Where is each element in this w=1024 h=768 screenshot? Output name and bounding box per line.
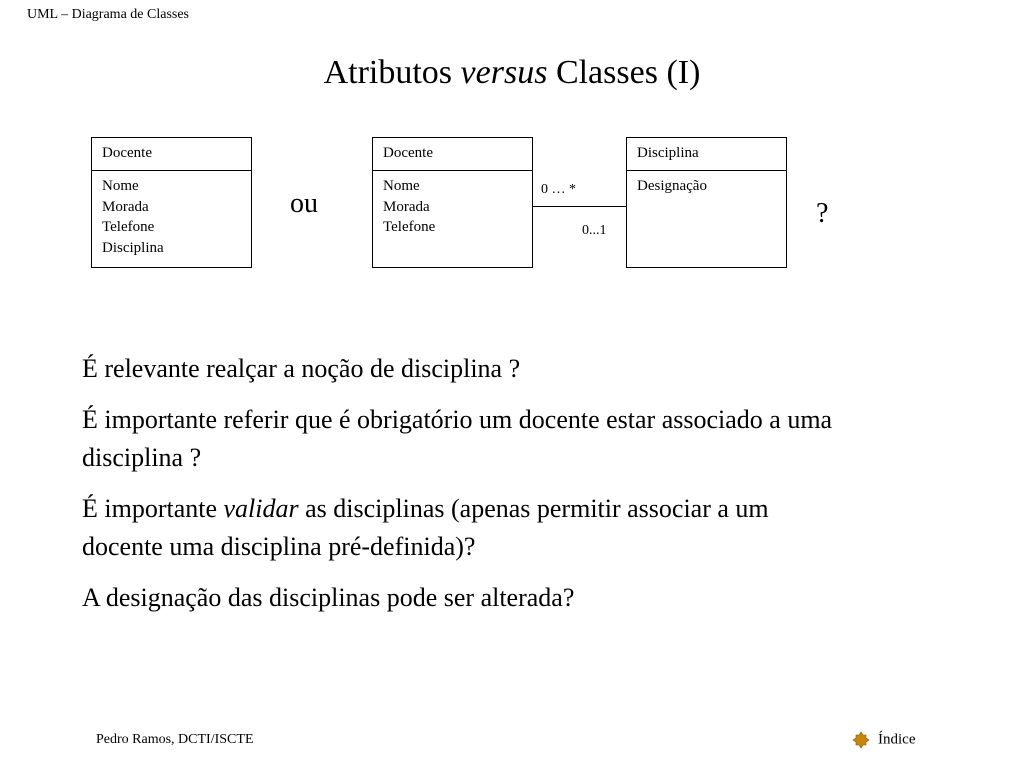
- index-label: Índice: [878, 731, 916, 748]
- uml-class-attributes: [627, 171, 786, 197]
- association-line: [532, 206, 627, 207]
- index-link[interactable]: [852, 731, 915, 749]
- title-part1: Atributos: [323, 54, 461, 91]
- attribute-item: Morada: [383, 198, 430, 215]
- bullet-item: A designação das disciplinas pode ser alterada?: [82, 583, 575, 612]
- bullet-item: É relevante realçar a noção de disciplina ?: [82, 354, 521, 383]
- title-part2: Classes (I): [547, 54, 701, 91]
- question-mark: ?: [816, 198, 829, 229]
- multiplicity-disciplina-side: 0...1: [582, 223, 607, 238]
- attribute-item: Designação: [637, 178, 707, 194]
- uml-class-attributes: [92, 171, 251, 258]
- uml-class-attributes: [373, 171, 532, 238]
- diamond-nav-icon: [852, 731, 870, 749]
- uml-class-name: Disciplina: [627, 138, 786, 171]
- attribute-item: Disciplina: [102, 239, 164, 256]
- slide-title: [0, 54, 1024, 92]
- uml-class-docente-attribute-version: [91, 137, 252, 268]
- uml-class-disciplina: [626, 137, 787, 268]
- attribute-item: Telefone: [383, 219, 436, 235]
- uml-class-docente: [372, 137, 533, 268]
- uml-class-name: Docente: [373, 138, 532, 171]
- multiplicity-docente-side: 0 … *: [541, 182, 576, 197]
- attribute-item: Nome: [383, 178, 420, 194]
- bullet-item: [82, 490, 802, 566]
- attribute-item: Telefone: [102, 219, 155, 235]
- footer-author: Pedro Ramos, DCTI/ISCTE: [96, 732, 254, 747]
- bullet-text: É importante: [82, 494, 224, 523]
- or-label: ou: [290, 188, 318, 219]
- attribute-item: Nome: [102, 178, 139, 194]
- bullet-item: É importante referir que é obrigatório um docente estar associado a uma disciplina ?: [82, 405, 833, 472]
- uml-class-name: Docente: [92, 138, 251, 171]
- title-italic: versus: [460, 54, 548, 91]
- bullet-emphasis: validar: [223, 494, 299, 523]
- bullet-text: as disciplinas (apenas permitir associar a um docente uma disciplina pré-definida)?: [82, 494, 769, 561]
- bullet-list: [82, 350, 982, 630]
- slide-header: UML – Diagrama de Classes: [27, 7, 189, 22]
- attribute-item: Morada: [102, 198, 149, 215]
